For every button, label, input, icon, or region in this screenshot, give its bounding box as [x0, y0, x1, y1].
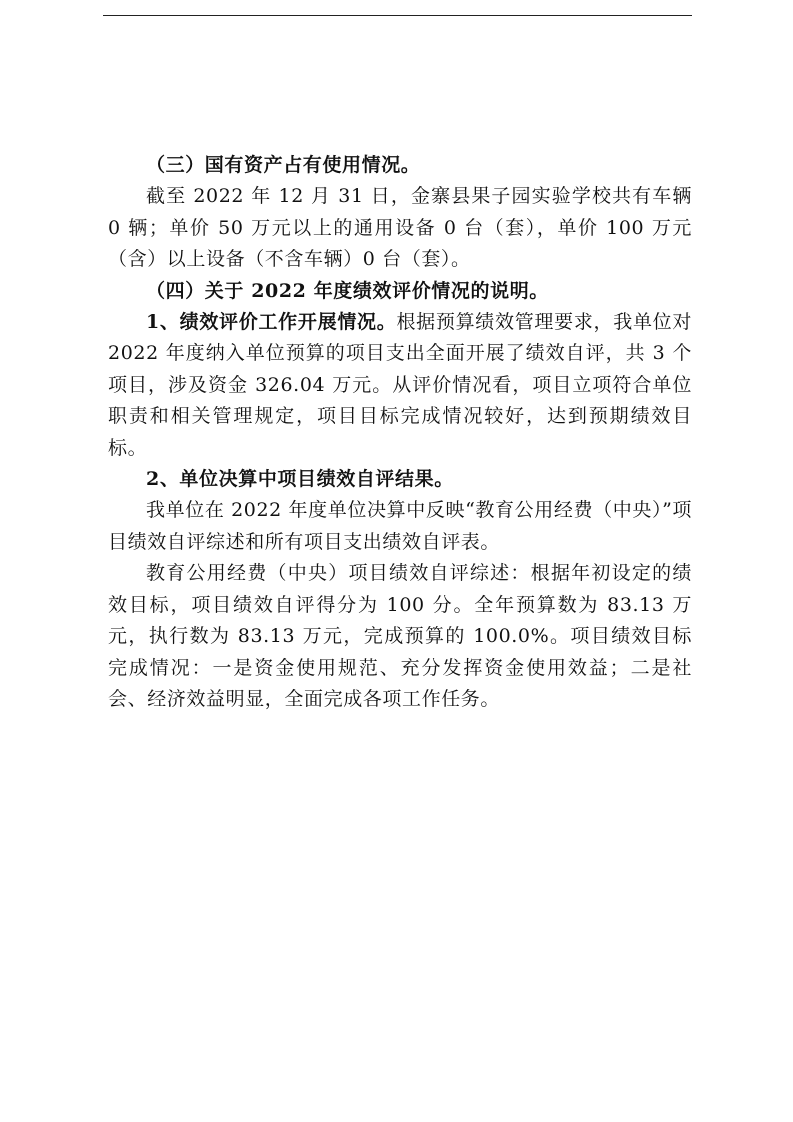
header-rule [103, 15, 692, 16]
performance-item-1-text: 根据预算绩效管理要求，我单位对 2022 年度纳入单位预算的项目支出全面开展了绩效自评，共 3 个项目，涉及资金 326.04 万元。从评价情况看，项目立项符合单位职责和相关管理规定，项目目标完成情况较好，达到预期绩效目标。 [108, 311, 692, 459]
document-body [108, 150, 692, 715]
performance-item-2-heading: 2、单位决算中项目绩效自评结果。 [146, 468, 454, 491]
section-heading-assets: （三）国有资产占有使用情况。 [146, 154, 421, 176]
performance-item-2-paragraph-2: 教育公用经费（中央）项目绩效自评综述：根据年初设定的绩效目标，项目绩效自评得分为 100 分。全年预算数为 83.13 万元，执行数为 83.13 万元，完成预算的 100.0%。项目绩效目标完成情况：一是资金使用规范、充分发挥资金使用效益；二是社会、经济效益明显，全面完成各项工作任务。 [108, 562, 692, 710]
performance-item-2-paragraph-1: 我单位在 2022 年度单位决算中反映“教育公用经费（中央）”项目绩效自评综述和所有项目支出绩效自评表。 [108, 499, 692, 553]
performance-item-1-paragraph [108, 307, 692, 464]
assets-paragraph: 截至 2022 年 12 月 31 日，金寨县果子园实验学校共有车辆 0 辆；单价 50 万元以上的通用设备 0 台（套），单价 100 万元（含）以上设备（不含车辆）0 台（套）。 [108, 185, 692, 271]
section-heading-performance: （四）关于 2022 年度绩效评价情况的说明。 [146, 279, 549, 302]
performance-item-1-lead: 1、绩效评价工作开展情况。 [146, 311, 397, 334]
